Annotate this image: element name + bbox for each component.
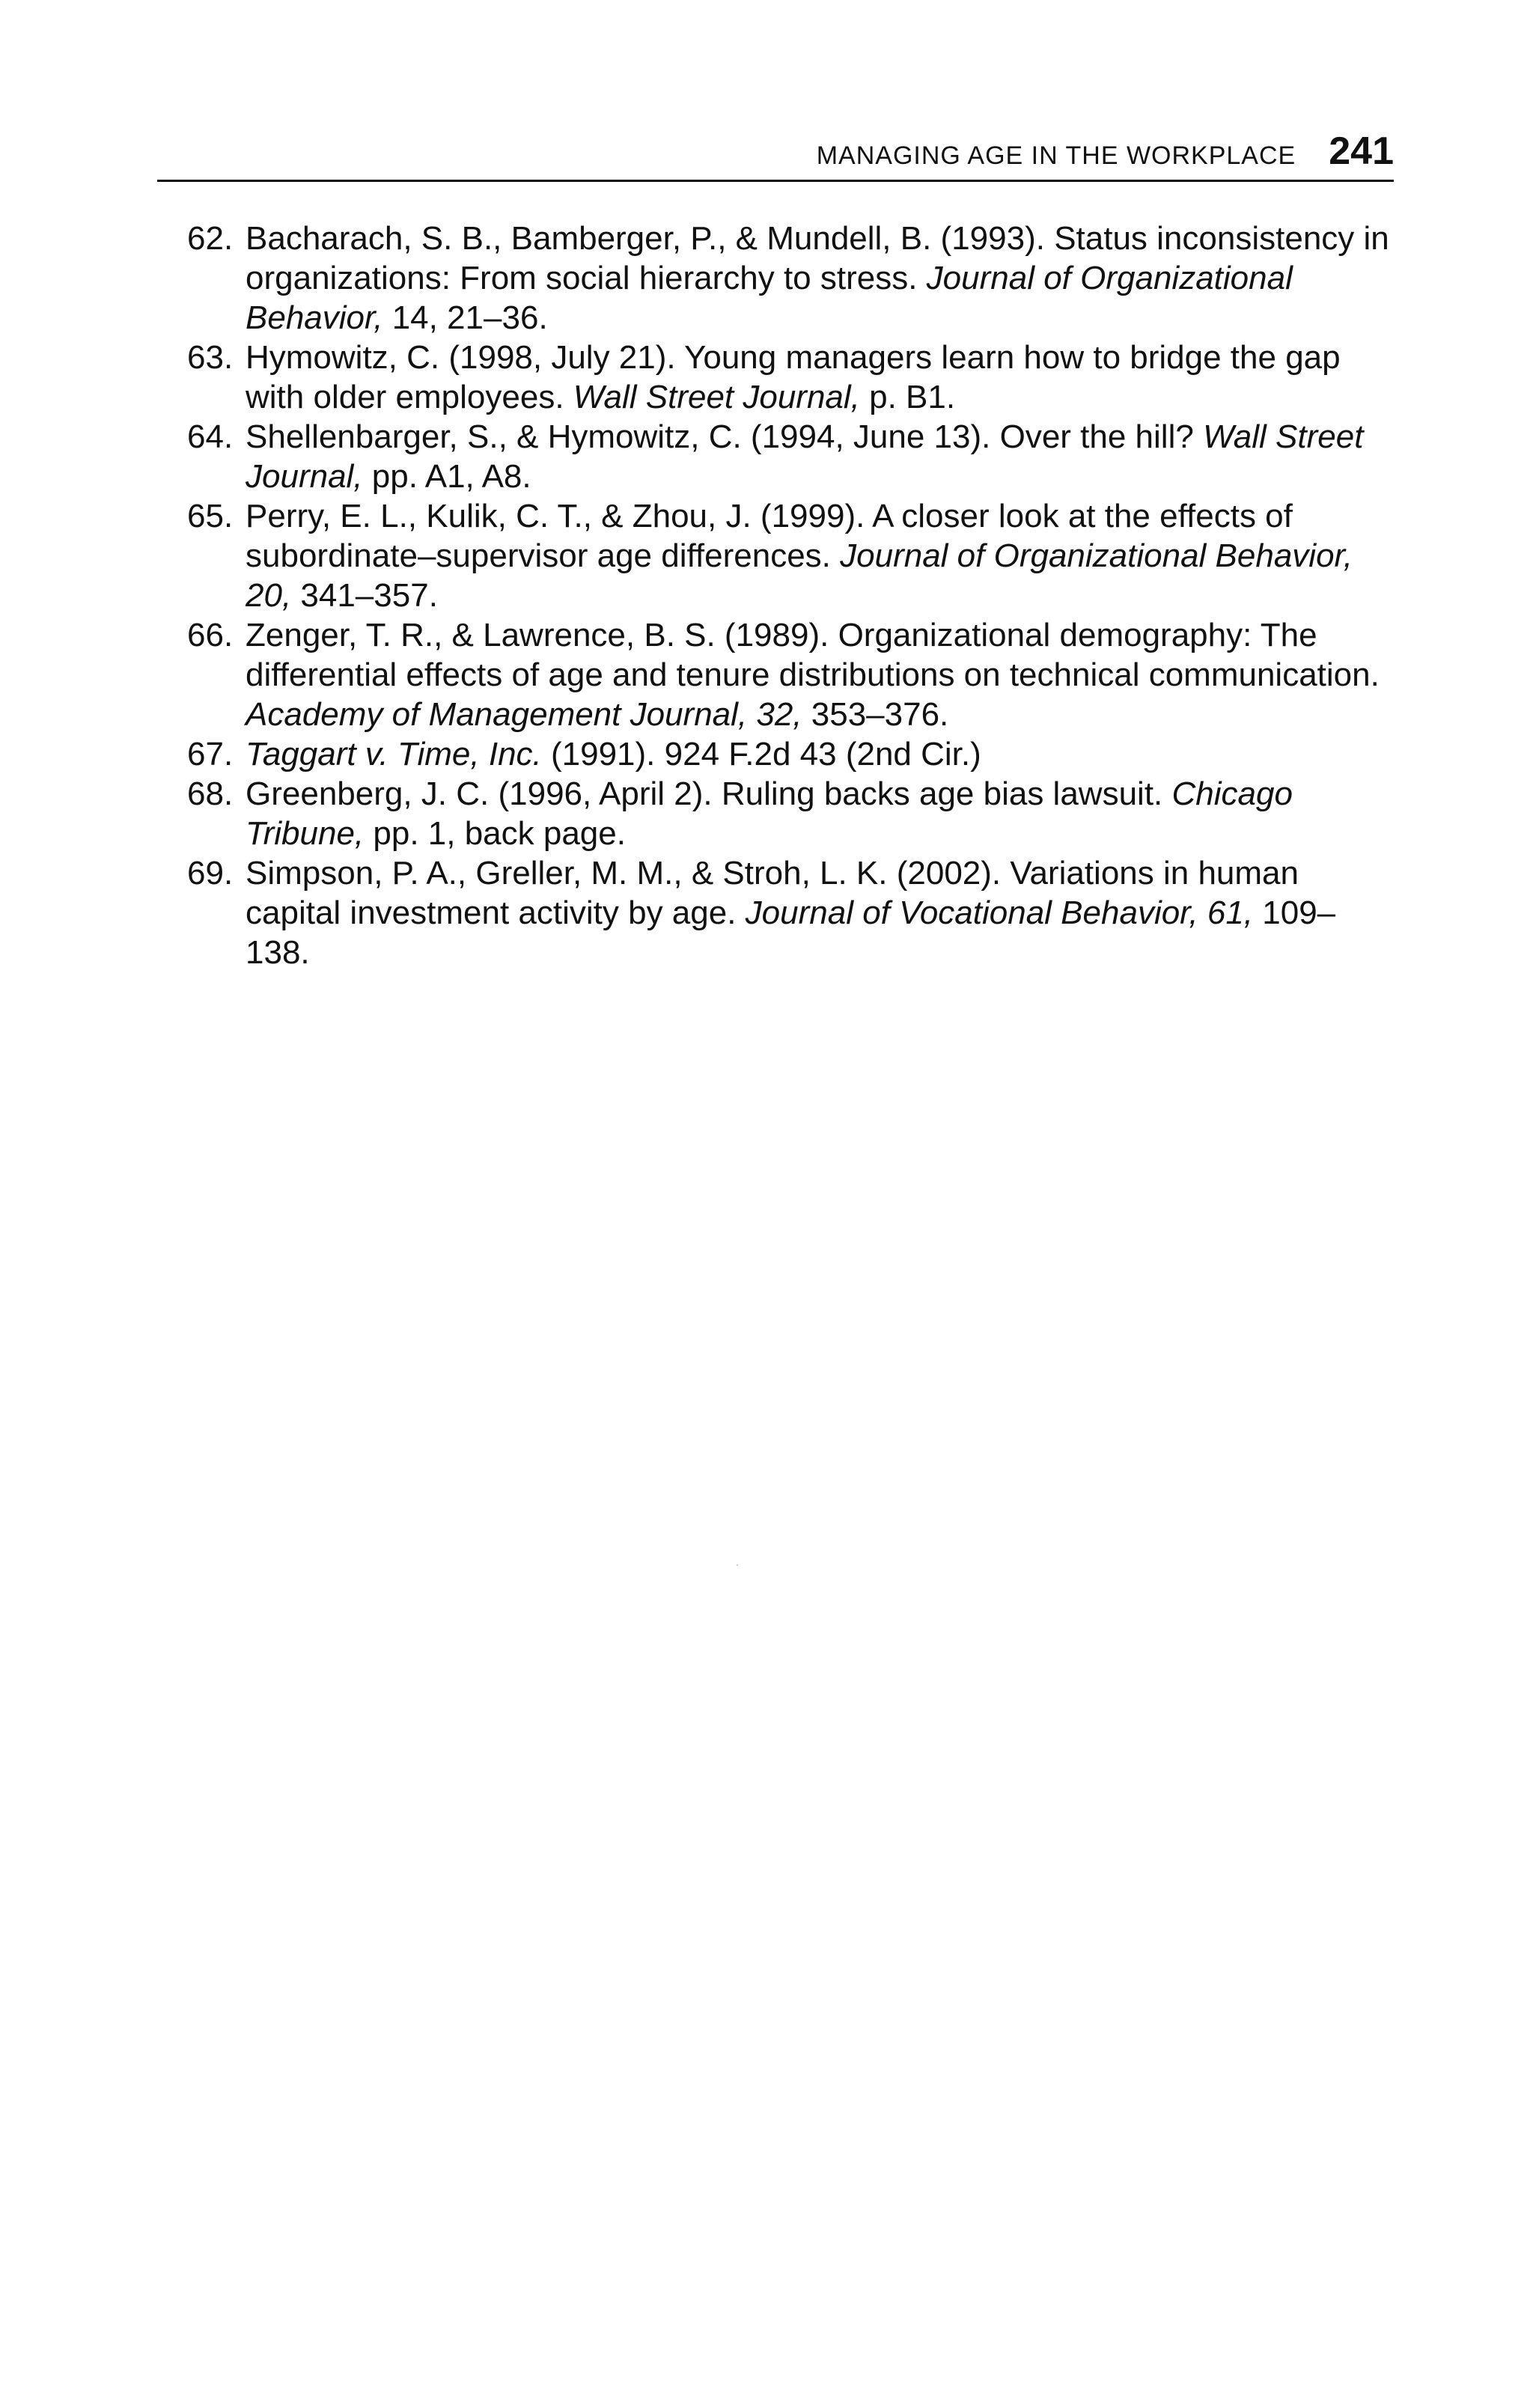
- reference-body: Perry, E. L., Kulik, C. T., & Zhou, J. (1999). A closer look at the effects of subordinate–supervisor age differences.: [246, 498, 1293, 574]
- running-title: MANAGING AGE IN THE WORKPLACE: [816, 141, 1296, 170]
- reference-source: Wall Street Journal,: [246, 418, 1364, 495]
- reference-item: [187, 615, 1394, 734]
- running-head: [817, 129, 1394, 174]
- reference-text: [246, 496, 1394, 615]
- reference-item: [187, 853, 1394, 972]
- reference-body: Bacharach, S. B., Bamberger, P., & Mundell, B. (1993). Status inconsistency in organizations: From social hierarchy to stress.: [246, 220, 1389, 296]
- reference-item: [187, 219, 1394, 338]
- reference-text: [246, 417, 1394, 496]
- reference-text: [246, 338, 1394, 417]
- reference-item: [187, 774, 1394, 853]
- reference-item: [187, 496, 1394, 615]
- reference-item: [187, 417, 1394, 496]
- reference-number: 65.: [187, 498, 234, 534]
- reference-source: Academy of Management Journal, 32,: [246, 696, 802, 733]
- reference-source: Taggart v. Time, Inc.: [246, 736, 542, 772]
- reference-source: Journal of Organizational Behavior,: [246, 260, 1293, 336]
- reference-item: [187, 338, 1394, 417]
- reference-source: Journal of Vocational Behavior, 61,: [745, 894, 1254, 931]
- reference-source: Chicago Tribune,: [246, 775, 1293, 852]
- reference-number: 69.: [187, 855, 234, 891]
- page-number: 241: [1329, 129, 1394, 173]
- reference-number: 62.: [187, 220, 234, 257]
- reference-text: [246, 219, 1394, 338]
- reference-details: p. B1.: [859, 379, 956, 415]
- reference-list: [187, 219, 1394, 972]
- reference-text: [246, 615, 1394, 734]
- reference-source: Wall Street Journal,: [573, 379, 860, 415]
- reference-number: 68.: [187, 775, 234, 812]
- header-rule: [157, 180, 1394, 182]
- reference-body: Shellenbarger, S., & Hymowitz, C. (1994, June 13). Over the hill?: [246, 418, 1204, 455]
- reference-number: 63.: [187, 339, 234, 376]
- reference-number: 64.: [187, 418, 234, 455]
- reference-number: 67.: [187, 736, 234, 772]
- reference-text: [246, 734, 1394, 774]
- reference-number: 66.: [187, 617, 234, 653]
- reference-body: Greenberg, J. C. (1996, April 2). Ruling backs age bias lawsuit.: [246, 775, 1172, 812]
- reference-details: pp. A1, A8.: [362, 458, 531, 495]
- scan-speck: [737, 1564, 738, 1566]
- reference-body: Simpson, P. A., Greller, M. M., & Stroh, L. K. (2002). Variations in human capital investment activity by age.: [246, 855, 1299, 931]
- reference-source: Journal of Organizational Behavior, 20,: [246, 537, 1353, 614]
- reference-body: Hymowitz, C. (1998, July 21). Young managers learn how to bridge the gap with older employees.: [246, 339, 1341, 415]
- reference-text: [246, 853, 1394, 972]
- reference-details: pp. 1, back page.: [364, 815, 626, 852]
- reference-details: 353–376.: [802, 696, 949, 733]
- reference-item: [187, 734, 1394, 774]
- reference-details: 341–357.: [291, 577, 438, 614]
- reference-body: Zenger, T. R., & Lawrence, B. S. (1989). Organizational demography: The differential effects of age and tenure distributions on technical communication.: [246, 617, 1380, 693]
- reference-details: 109–138.: [246, 894, 1336, 971]
- reference-details: (1991). 924 F.2d 43 (2nd Cir.): [541, 736, 981, 772]
- reference-text: [246, 774, 1394, 853]
- book-page: [157, 0, 1394, 2408]
- reference-details: 14, 21–36.: [383, 299, 548, 336]
